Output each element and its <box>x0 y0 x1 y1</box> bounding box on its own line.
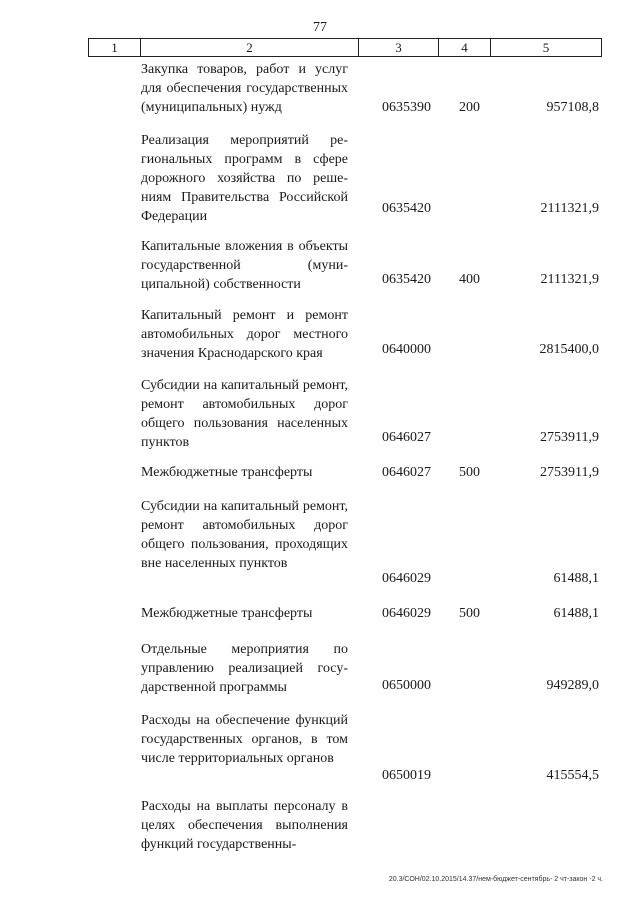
page-number: 77 <box>313 20 327 35</box>
row-type: 500 <box>459 606 480 621</box>
table-header <box>88 38 602 57</box>
row-code: 0650000 <box>382 678 431 693</box>
row-type: 400 <box>459 272 480 287</box>
row-code: 0646029 <box>382 606 431 621</box>
row-code: 0646027 <box>382 430 431 445</box>
row-description: Расходы на выплаты персоналу в целях обеспечения выполнения функций государственны- <box>141 799 348 852</box>
row-description: Капитальный ремонт и ремонт автомобильных дорог местного значения Краснодарского края <box>141 308 348 361</box>
row-description: Отдельные мероприятия по управлению реализацией государственной программы <box>141 642 348 695</box>
header-col-2: 2 <box>141 39 359 56</box>
header-col-4: 4 <box>439 39 491 56</box>
row-amount: 2815400,0 <box>539 342 599 357</box>
header-col-5: 5 <box>542 40 550 55</box>
header-col-1: 1 <box>89 39 141 56</box>
row-amount: 61488,1 <box>553 571 599 586</box>
row-code: 0635420 <box>382 272 431 287</box>
row-amount: 2753911,9 <box>540 465 599 480</box>
row-amount: 415554,5 <box>546 768 599 783</box>
row-amount: 949289,0 <box>546 678 599 693</box>
row-code: 0650019 <box>382 768 431 783</box>
footer-doc-id: 20.3/СОН/02.10.2015/14.37/нем-бюджет-сентябрь- 2 чт-закон -2 ч. <box>388 876 603 883</box>
row-amount: 2111321,9 <box>540 201 599 216</box>
row-type: 200 <box>459 100 480 115</box>
row-code: 0635420 <box>382 201 431 216</box>
row-code: 0646027 <box>382 465 431 480</box>
row-amount: 61488,1 <box>553 606 599 621</box>
row-description: Межбюджетные трансферты <box>141 606 313 621</box>
row-description: Реализация мероприятий региональных программ в сфере дорожного хозяйства по решениям Правительства Российской Федерации <box>141 133 348 224</box>
row-amount: 957108,8 <box>546 100 599 115</box>
header-col-3: 3 <box>359 39 439 56</box>
row-description: Субсидии на капитальный ремонт, ремонт автомобильных дорог общего пользования населенных пунктов <box>141 378 348 450</box>
row-description: Субсидии на капитальный ремонт, ремонт автомобильных дорог общего пользования, проходящих вне населенных пунктов <box>141 499 348 571</box>
row-description: Капитальные вложения в объекты государственной (муниципальной) собственности <box>141 239 348 292</box>
row-description: Расходы на обеспечение функций государственных органов, в том числе территориальных органов <box>141 713 348 766</box>
row-amount: 2753911,9 <box>540 430 599 445</box>
row-code: 0635390 <box>382 100 431 115</box>
row-description: Межбюджетные трансферты <box>141 465 313 480</box>
row-description: Закупка товаров, работ и услуг для обеспечения государственных (муниципальных) нужд <box>141 62 348 115</box>
row-code: 0640000 <box>382 342 431 357</box>
row-type: 500 <box>459 465 480 480</box>
row-code: 0646029 <box>382 571 431 586</box>
row-amount: 2111321,9 <box>540 272 599 287</box>
